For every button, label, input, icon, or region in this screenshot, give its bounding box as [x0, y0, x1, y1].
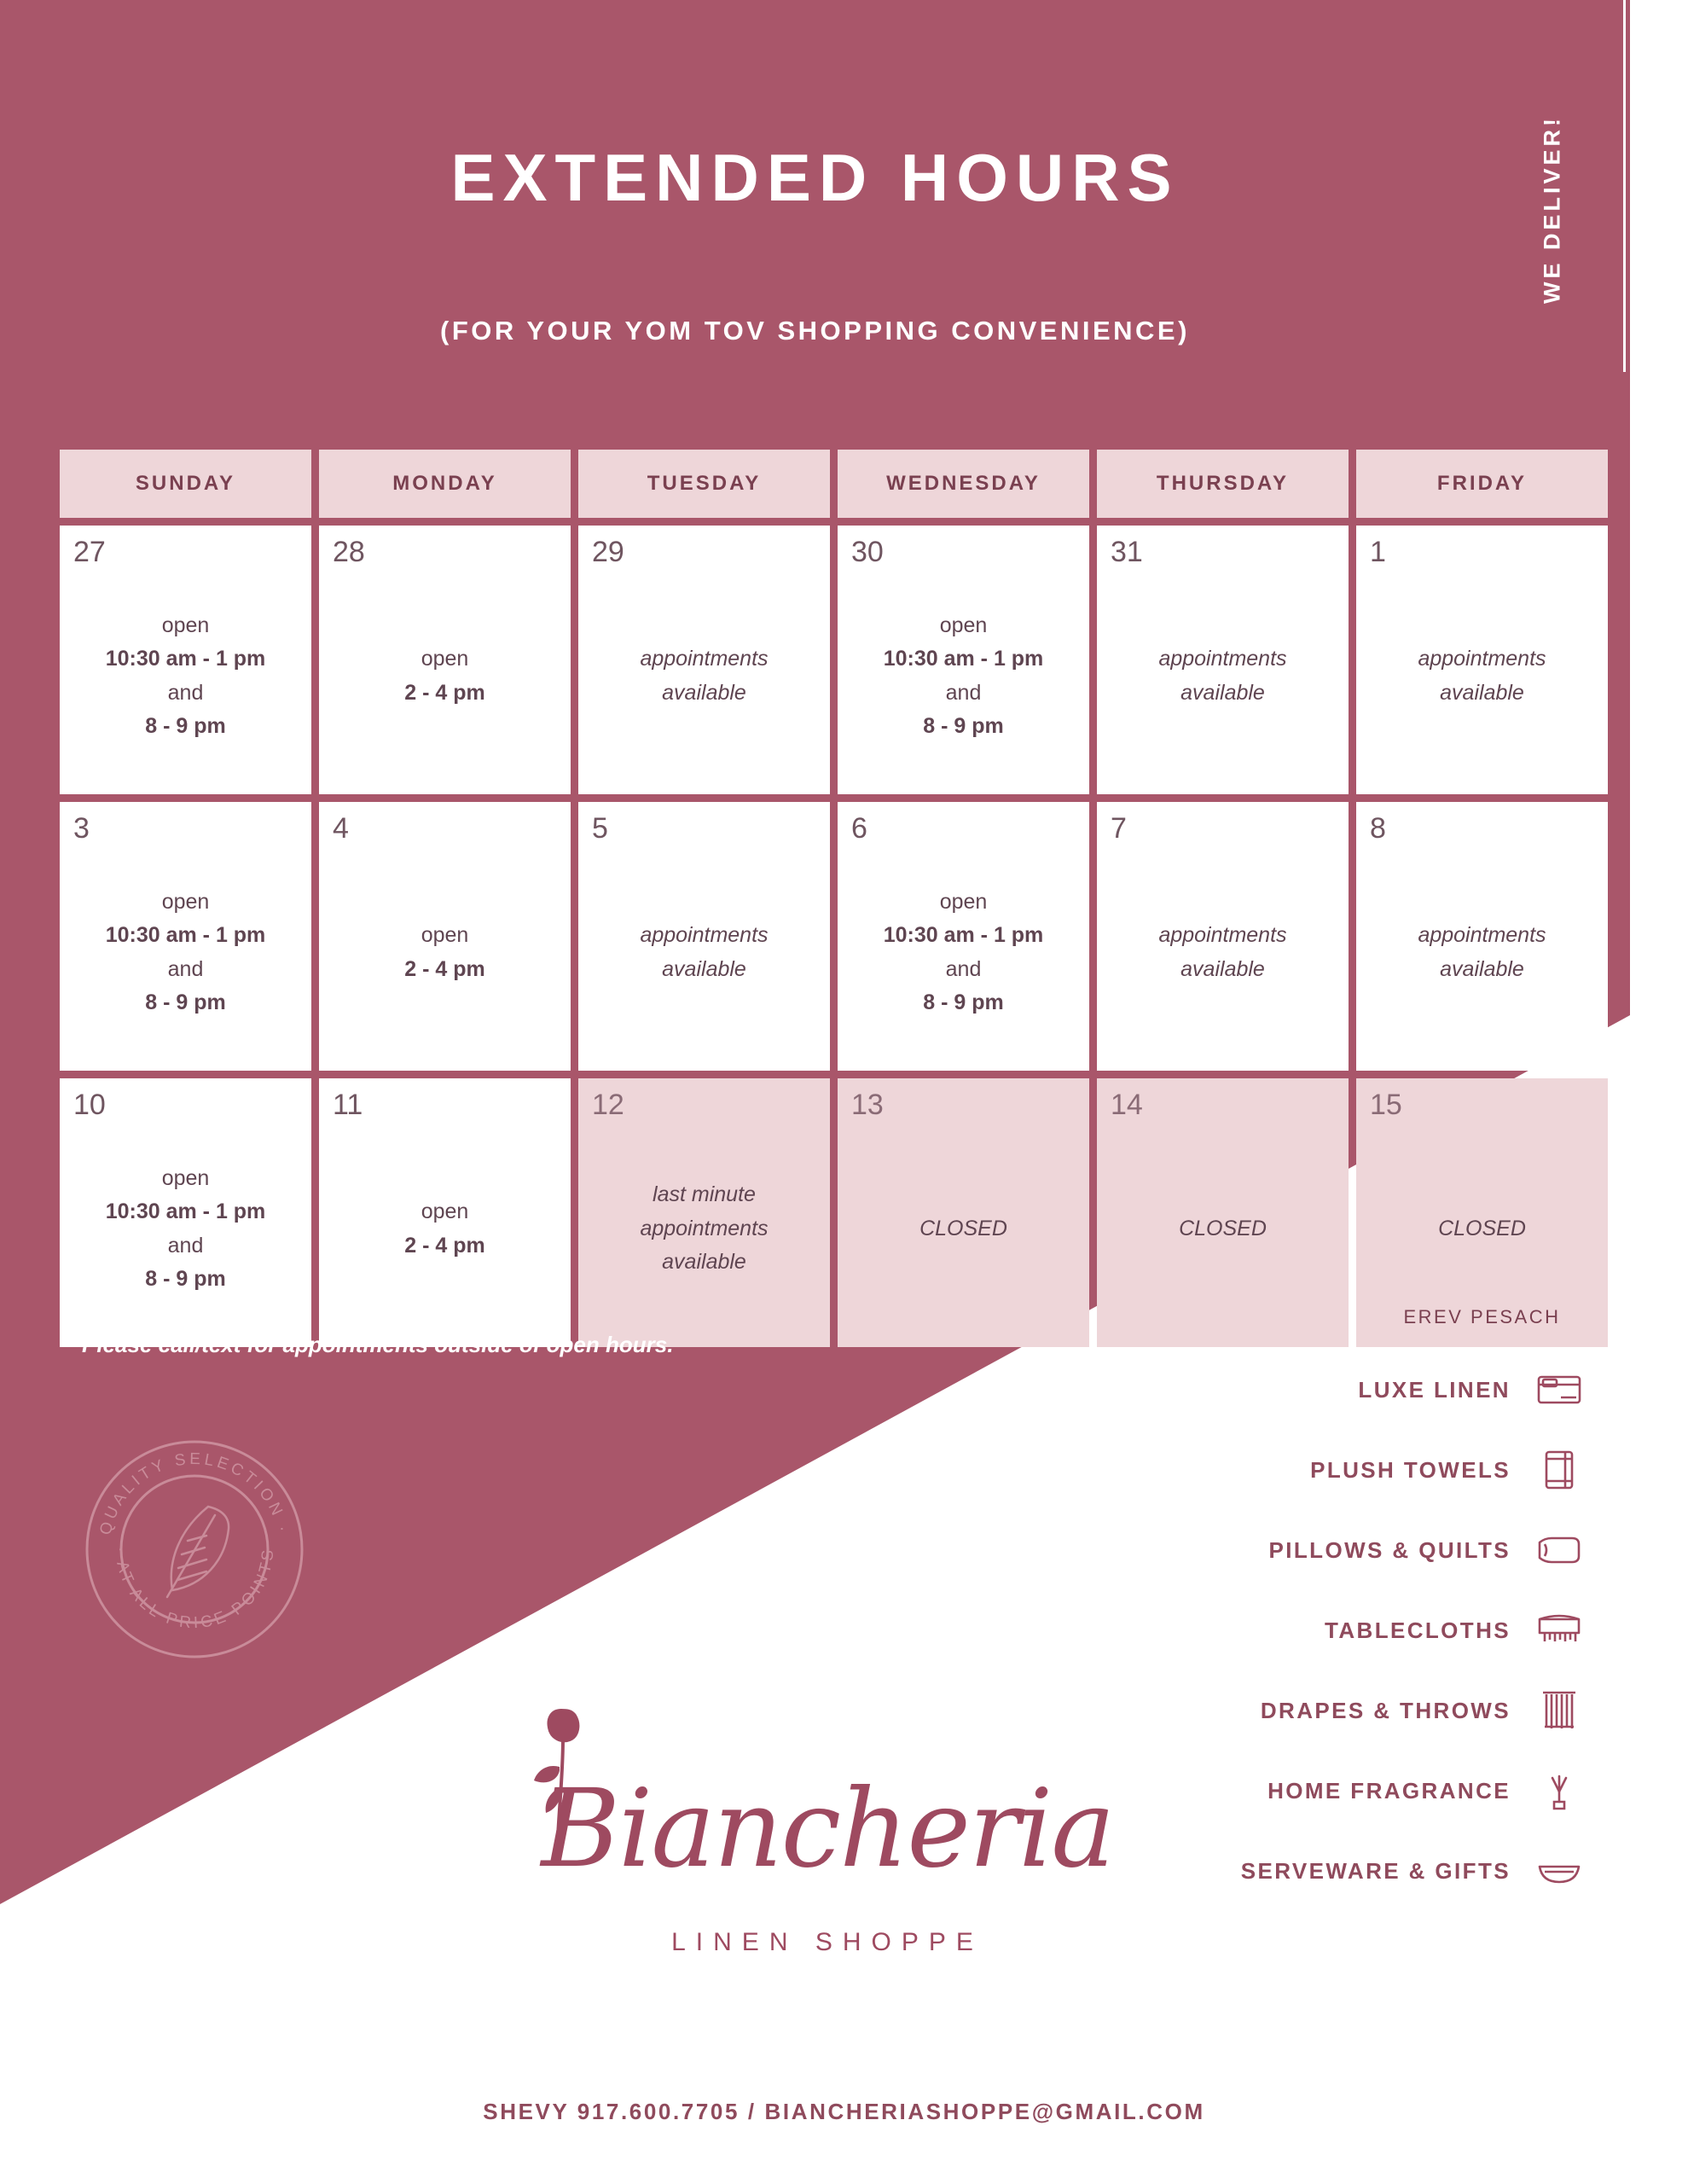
calendar-day-line: available: [1440, 956, 1524, 981]
calendar-day-line: and: [945, 680, 982, 705]
calendar-day-line: 10:30 am - 1 pm: [105, 647, 266, 671]
calendar-week-row: [60, 1078, 1631, 1347]
calendar-day-line: appointments: [1158, 647, 1287, 671]
product-label: DRAPES & THROWS: [1260, 1697, 1511, 1723]
bed-linen-icon: [1533, 1363, 1586, 1416]
calendar-day-details: [1097, 570, 1349, 782]
calendar-day-details: [1356, 570, 1608, 782]
calendar-day-cell: [60, 802, 311, 1071]
calendar-day-line: 8 - 9 pm: [923, 714, 1004, 738]
calendar-day-number: 7: [1111, 812, 1127, 845]
calendar-day-line: CLOSED: [1438, 1216, 1526, 1240]
calendar-day-details: [319, 570, 571, 782]
calendar-day-number: 30: [851, 536, 884, 568]
calendar-day-cell: [1097, 526, 1349, 794]
calendar-day-number: 3: [73, 812, 90, 845]
product-list-item: [1108, 1363, 1586, 1416]
product-label: TABLECLOTHS: [1324, 1617, 1511, 1643]
product-label: SERVEWARE & GIFTS: [1240, 1857, 1511, 1884]
calendar-day-details: [319, 846, 571, 1059]
calendar-day-header: TUESDAY: [578, 450, 830, 518]
calendar-day-cell: [1097, 1078, 1349, 1347]
calendar-day-line: and: [945, 956, 982, 981]
tablecloth-icon: [1533, 1604, 1586, 1657]
calendar-day-line: open: [939, 889, 988, 914]
brand-wordmark: Biancheria: [541, 1766, 1114, 1891]
seal-top-text: QUALITY SELECTION ·: [96, 1449, 293, 1537]
calendar-day-header: MONDAY: [319, 450, 571, 518]
calendar-day-line: appointments: [640, 647, 769, 671]
appointments-note: Please call/text for appointments outside of open hours.: [82, 1332, 674, 1357]
calendar-day-line: open: [421, 647, 469, 671]
calendar-day-line: 2 - 4 pm: [404, 1233, 485, 1258]
calendar-day-cell: [1356, 1078, 1608, 1347]
diffuser-icon: [1533, 1764, 1586, 1817]
calendar-day-cell: [578, 802, 830, 1071]
calendar-day-number: 31: [1111, 536, 1143, 568]
we-deliver-badge: [1527, 60, 1578, 384]
product-label: PILLOWS & QUILTS: [1268, 1536, 1511, 1563]
calendar-day-cell: [319, 802, 571, 1071]
white-right-strip: [1630, 0, 1688, 2184]
seal-bottom-text: · AT ALL PRICE POINTS: [111, 1546, 278, 1633]
calendar-day-details: [578, 570, 830, 782]
svg-text:· AT ALL PRICE POINTS: [112, 1546, 277, 1632]
calendar-day-number: 14: [1111, 1089, 1143, 1121]
product-list-item: [1108, 1764, 1586, 1817]
calendar-day-cell: [319, 1078, 571, 1347]
calendar-day-line: CLOSED: [919, 1216, 1007, 1240]
quality-seal: [78, 1433, 310, 1665]
calendar-day-line: last minute: [653, 1182, 756, 1207]
calendar-day-details: [1356, 1123, 1608, 1335]
calendar-day-line: 2 - 4 pm: [404, 680, 485, 705]
calendar-day-number: 28: [333, 536, 365, 568]
calendar-day-line: open: [421, 923, 469, 947]
calendar-day-details: [1097, 846, 1349, 1059]
towel-icon: [1533, 1443, 1586, 1496]
calendar-day-line: 8 - 9 pm: [145, 1267, 226, 1291]
calendar-day-line: 10:30 am - 1 pm: [105, 923, 266, 947]
calendar-day-details: [1356, 846, 1608, 1059]
calendar-day-header: FRIDAY: [1356, 450, 1608, 518]
calendar-day-number: 8: [1370, 812, 1386, 845]
calendar-day-cell: [60, 526, 311, 794]
product-label: PLUSH TOWELS: [1310, 1456, 1511, 1483]
feather-icon: [167, 1507, 229, 1597]
vertical-divider: [1623, 0, 1626, 372]
calendar-day-number: 5: [592, 812, 608, 845]
calendar-day-details: [60, 1123, 311, 1335]
calendar-day-line: appointments: [1418, 647, 1546, 671]
calendar-day-cell: [578, 526, 830, 794]
product-list-item: [1108, 1604, 1586, 1657]
calendar-day-details: [60, 846, 311, 1059]
calendar-day-details: [838, 1123, 1089, 1335]
calendar-day-number: 4: [333, 812, 349, 845]
calendar-day-header: WEDNESDAY: [838, 450, 1089, 518]
calendar-day-details: [60, 570, 311, 782]
calendar-day-line: appointments: [640, 1216, 769, 1240]
calendar-day-cell: [319, 526, 571, 794]
calendar-day-line: available: [1180, 956, 1265, 981]
calendar-day-cell: [1356, 526, 1608, 794]
calendar-day-number: 13: [851, 1089, 884, 1121]
calendar-day-line: 8 - 9 pm: [145, 990, 226, 1014]
calendar-day-line: open: [161, 889, 210, 914]
product-label: LUXE LINEN: [1358, 1376, 1511, 1403]
calendar-day-header: THURSDAY: [1097, 450, 1349, 518]
calendar-day-cell: [838, 802, 1089, 1071]
calendar-weeks: [60, 526, 1631, 1347]
drapes-icon: [1533, 1684, 1586, 1737]
calendar-header-row: [60, 450, 1631, 518]
calendar-day-line: available: [662, 1250, 746, 1275]
calendar-day-line: 8 - 9 pm: [923, 990, 1004, 1014]
calendar-day-number: 6: [851, 812, 867, 845]
calendar-day-number: 1: [1370, 536, 1386, 568]
calendar-day-cell: [1356, 802, 1608, 1071]
calendar-day-line: 10:30 am - 1 pm: [883, 923, 1044, 947]
calendar-day-cell: [60, 1078, 311, 1347]
calendar-day-line: available: [1180, 680, 1265, 705]
calendar-day-line: open: [161, 1165, 210, 1190]
calendar-day-number: 12: [592, 1089, 624, 1121]
we-deliver-label: WE DELIVER!: [1539, 115, 1565, 305]
product-list-item: [1108, 1844, 1586, 1897]
calendar-day-line: 10:30 am - 1 pm: [883, 647, 1044, 671]
calendar-day-number: 11: [333, 1089, 363, 1121]
pillow-icon: [1533, 1524, 1586, 1577]
calendar-day-line: and: [167, 1233, 204, 1258]
contact-footer: SHEVY 917.600.7705 / BIANCHERIASHOPPE@GMAIL.COM: [483, 2099, 1205, 2124]
calendar-day-line: appointments: [1158, 923, 1287, 947]
calendar-day-details: [578, 1123, 830, 1335]
calendar-day-cell: [838, 1078, 1089, 1347]
calendar-day-line: appointments: [640, 923, 769, 947]
calendar-day-details: [319, 1123, 571, 1335]
calendar-day-number: 29: [592, 536, 624, 568]
brand-tagline: LINEN SHOPPE: [671, 1928, 983, 1956]
bowl-icon: [1533, 1844, 1586, 1897]
calendar-day-details: [838, 570, 1089, 782]
product-list-item: [1108, 1524, 1586, 1577]
calendar-week-row: [60, 802, 1631, 1071]
calendar: [60, 450, 1631, 1355]
product-list: [1108, 1363, 1586, 1897]
calendar-day-cell: [1097, 802, 1349, 1071]
calendar-day-line: available: [662, 956, 746, 981]
calendar-day-line: 10:30 am - 1 pm: [105, 1199, 266, 1223]
calendar-day-line: appointments: [1418, 923, 1546, 947]
calendar-day-line: and: [167, 680, 204, 705]
calendar-day-number: 15: [1370, 1089, 1402, 1121]
calendar-day-details: [578, 846, 830, 1059]
calendar-week-row: [60, 526, 1631, 794]
calendar-day-cell: [838, 526, 1089, 794]
calendar-day-line: open: [161, 613, 210, 637]
product-list-item: [1108, 1684, 1586, 1737]
calendar-day-line: available: [662, 680, 746, 705]
calendar-day-line: CLOSED: [1179, 1216, 1267, 1240]
product-list-item: [1108, 1443, 1586, 1496]
page-title: EXTENDED HOURS: [450, 140, 1180, 215]
calendar-day-footnote: EREV PESACH: [1403, 1306, 1561, 1327]
calendar-day-cell: [578, 1078, 830, 1347]
calendar-day-line: open: [939, 613, 988, 637]
brand-logo: [512, 1672, 1143, 2030]
calendar-day-details: [838, 846, 1089, 1059]
calendar-day-details: [1097, 1123, 1349, 1335]
calendar-day-number: 10: [73, 1089, 106, 1121]
calendar-day-line: available: [1440, 680, 1524, 705]
product-label: HOME FRAGRANCE: [1267, 1777, 1511, 1804]
calendar-day-line: and: [167, 956, 204, 981]
calendar-day-line: open: [421, 1199, 469, 1223]
page-subtitle: (FOR YOUR YOM TOV SHOPPING CONVENIENCE): [440, 316, 1190, 346]
calendar-day-line: 2 - 4 pm: [404, 956, 485, 981]
calendar-day-header: SUNDAY: [60, 450, 311, 518]
calendar-day-line: 8 - 9 pm: [145, 714, 226, 738]
calendar-day-number: 27: [73, 536, 106, 568]
